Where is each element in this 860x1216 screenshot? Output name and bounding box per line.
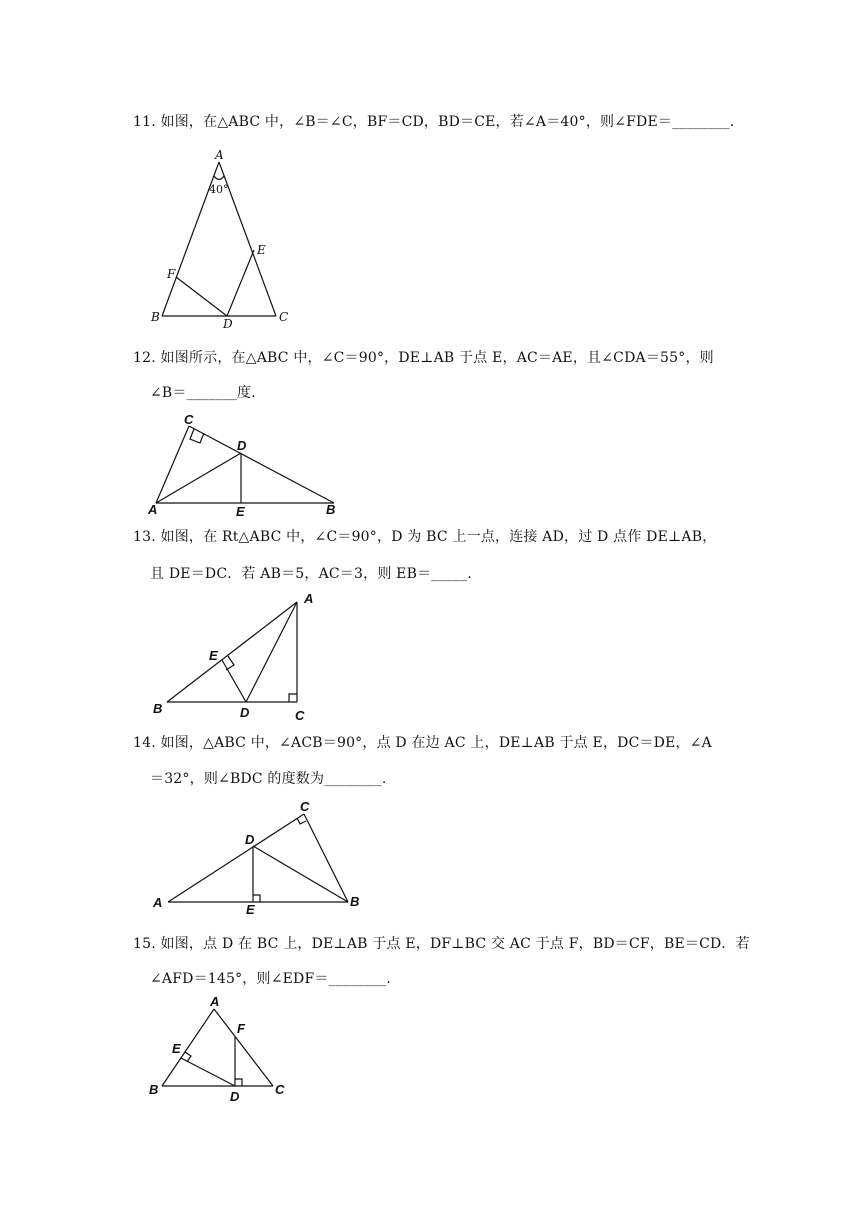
label-d: D (240, 705, 250, 720)
problem-11-text (133, 112, 733, 132)
problem-number: 12. (133, 350, 156, 366)
label-d: D (237, 438, 247, 453)
problem-12-text-2: ∠B＝_______度. (150, 385, 256, 401)
label-b: B (350, 894, 360, 909)
label-c: C (279, 310, 289, 324)
problem-15-text-2: ∠AFD＝145°，则∠EDF＝________. (150, 971, 391, 987)
angle-label: 40° (209, 183, 229, 196)
problem-line: 如图所示，在△ABC 中，∠C＝90°，DE⊥AB 于点 E，AC＝AE，且∠CDA＝55°，则 (160, 350, 714, 366)
label-f: F (237, 1021, 245, 1036)
label-a: A (215, 148, 224, 162)
label-b: B (149, 1082, 159, 1097)
figure-right-triangle-13 (145, 590, 330, 725)
label-a: A (148, 502, 158, 517)
problem-line: 如图，在 Rt△ABC 中，∠C＝90°，D 为 BC 上一点，连接 AD，过 D 点作 DE⊥AB， (160, 529, 717, 545)
label-e: E (257, 243, 266, 257)
label-a: A (210, 994, 220, 1009)
figure-triangle-14 (145, 795, 375, 920)
label-d: D (245, 832, 255, 847)
problem-number: 14. (133, 735, 156, 751)
figure-triangle-abc-12 (145, 410, 345, 520)
problem-line: 如图，在△ABC 中，∠B＝∠C，BF＝CD，BD＝CE，若∠A＝40°，则∠FDE＝________. (160, 114, 735, 130)
problem-number: 15. (133, 936, 156, 952)
problem-number: 13. (133, 529, 156, 545)
problem-15-text (133, 934, 750, 954)
label-b: B (326, 502, 336, 517)
problem-number: 11. (133, 114, 156, 130)
problem-12-text (133, 348, 733, 368)
label-b: B (153, 701, 163, 716)
label-b: B (151, 310, 160, 324)
label-a: A (304, 591, 314, 606)
label-c: C (300, 799, 310, 814)
problem-line: 如图，△ABC 中，∠ACB＝90°，点 D 在边 AC 上，DE⊥AB 于点 E，DC＝DE，∠A (160, 735, 712, 751)
problem-14-text (133, 733, 733, 753)
label-c: C (275, 1082, 285, 1097)
label-f: F (167, 267, 176, 281)
label-c: C (184, 412, 194, 427)
problem-13-text (133, 527, 733, 547)
problem-13-text-2: 且 DE＝DC．若 AB＝5，AC＝3，则 EB＝_____. (150, 566, 472, 582)
problem-line: 如图，点 D 在 BC 上，DE⊥AB 于点 E，DF⊥BC 交 AC 于点 F，BD＝CF，BE＝CD．若 (160, 936, 750, 952)
problem-14-text-2: ＝32°，则∠BDC 的度数为________. (150, 771, 387, 787)
label-d: D (230, 1089, 240, 1104)
label-a: A (153, 895, 163, 910)
label-e: E (236, 504, 245, 519)
label-e: E (172, 1041, 181, 1056)
label-e: E (209, 648, 218, 663)
label-c: C (295, 708, 305, 723)
label-d: D (223, 317, 233, 331)
figure-triangle-abc-11 (145, 146, 295, 331)
label-e: E (246, 902, 255, 917)
figure-triangle-15 (145, 995, 295, 1105)
